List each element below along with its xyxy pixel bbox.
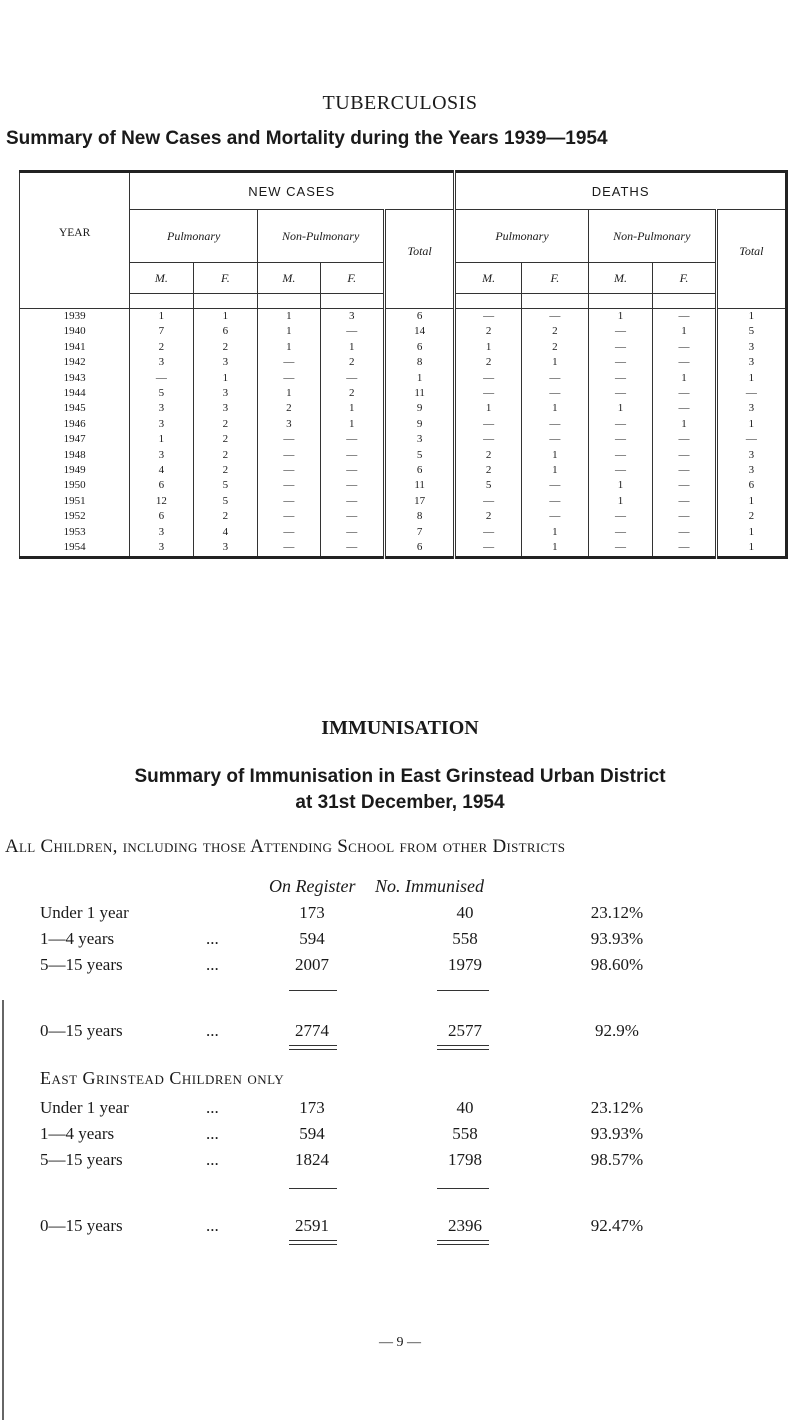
- tuberculosis-title: TUBERCULOSIS: [322, 92, 478, 114]
- eg-register-double-underline: [289, 1240, 337, 1245]
- cell-nc-pf: 3: [193, 540, 258, 557]
- cell-year: 1945: [20, 401, 130, 416]
- cell-nc-pm: —: [130, 371, 193, 386]
- eg-register: 1824: [295, 1150, 329, 1169]
- cell-nc-t: 17: [385, 494, 455, 509]
- cell-d-pm: —: [455, 494, 522, 509]
- table-row: [20, 371, 787, 386]
- cell-d-pf: 2: [521, 324, 588, 339]
- d-nonpulm-m-header: M.: [588, 263, 653, 294]
- cell-d-nf: —: [653, 386, 716, 401]
- cell-nc-nm: —: [258, 432, 320, 447]
- eg-dots: ...: [206, 1124, 219, 1143]
- cell-nc-nm: —: [258, 540, 320, 557]
- cell-d-nf: 1: [653, 324, 716, 339]
- table-row: [20, 525, 787, 540]
- cell-d-nf: —: [653, 494, 716, 509]
- cell-d-pm: —: [455, 417, 522, 432]
- all-row: [0, 929, 800, 951]
- all-children-heading: All Children, including those Attending School from other Districts: [5, 836, 566, 857]
- cell-d-t: 1: [716, 417, 786, 432]
- cell-nc-pm: 1: [130, 432, 193, 447]
- immunisation-title: IMMUNISATION: [321, 717, 479, 739]
- eg-immunised-double-underline: [437, 1240, 489, 1245]
- cell-nc-nf: —: [320, 324, 385, 339]
- cell-d-pm: 2: [455, 463, 522, 478]
- tuberculosis-subtitle: Summary of New Cases and Mortality during the Years 1939—1954: [6, 128, 608, 149]
- cell-d-pm: —: [455, 432, 522, 447]
- all-row: [0, 955, 800, 977]
- cell-nc-t: 3: [385, 432, 455, 447]
- cell-nc-pm: 6: [130, 509, 193, 524]
- eg-label: Under 1 year: [40, 1098, 129, 1117]
- cell-nc-pf: 2: [193, 509, 258, 524]
- cell-nc-pm: 3: [130, 401, 193, 416]
- eg-total-immunised: 2396: [448, 1216, 482, 1235]
- cell-nc-pf: 1: [193, 309, 258, 325]
- cell-d-pm: 2: [455, 355, 522, 370]
- cell-nc-pm: 3: [130, 525, 193, 540]
- cell-nc-nf: —: [320, 448, 385, 463]
- d-non-pulmonary-header: Non-Pulmonary: [588, 210, 716, 263]
- cell-d-pm: 1: [455, 340, 522, 355]
- nc-pulmonary-header: Pulmonary: [130, 210, 258, 263]
- eg-dots: ...: [206, 1150, 219, 1169]
- cell-d-nm: —: [588, 432, 653, 447]
- cell-d-t: 5: [716, 324, 786, 339]
- eg-label: 5—15 years: [40, 1150, 123, 1169]
- cell-nc-nf: —: [320, 371, 385, 386]
- cell-d-nf: 1: [653, 371, 716, 386]
- cell-d-nf: —: [653, 309, 716, 325]
- cell-nc-t: 11: [385, 478, 455, 493]
- cell-d-nf: —: [653, 401, 716, 416]
- eg-label: 1—4 years: [40, 1124, 115, 1143]
- cell-nc-nf: —: [320, 494, 385, 509]
- deaths-header: DEATHS: [455, 172, 787, 210]
- cell-d-pm: 5: [455, 478, 522, 493]
- cell-nc-nf: —: [320, 478, 385, 493]
- cell-d-t: 3: [716, 448, 786, 463]
- cell-d-t: 3: [716, 355, 786, 370]
- cell-d-nf: —: [653, 340, 716, 355]
- eg-immunised: 558: [452, 1124, 478, 1143]
- all-register-underline: [289, 990, 337, 991]
- d-total-header: Total: [716, 210, 786, 294]
- table-row: [20, 417, 787, 432]
- cell-d-pm: 2: [455, 324, 522, 339]
- table-row: [20, 340, 787, 355]
- eg-total-pct: 92.47%: [590, 1216, 644, 1235]
- cell-nc-nf: —: [320, 432, 385, 447]
- all-pct: 93.93%: [590, 929, 644, 948]
- nc-total-header: Total: [385, 210, 455, 294]
- cell-d-nf: —: [653, 525, 716, 540]
- cell-nc-pm: 6: [130, 478, 193, 493]
- all-total-register: 2774: [295, 1021, 329, 1040]
- cell-nc-t: 6: [385, 463, 455, 478]
- all-total-pct: 92.9%: [595, 1021, 639, 1040]
- cell-d-t: 1: [716, 494, 786, 509]
- nc-non-pulmonary-header: Non-Pulmonary: [258, 210, 385, 263]
- eg-total-dots: ...: [206, 1216, 219, 1235]
- cell-d-nm: 1: [588, 494, 653, 509]
- cell-nc-nm: —: [258, 525, 320, 540]
- cell-nc-pm: 3: [130, 355, 193, 370]
- eg-row: [0, 1150, 800, 1172]
- table-row: [20, 355, 787, 370]
- d-pulm-f-header: F.: [521, 263, 588, 294]
- cell-nc-nf: 1: [320, 401, 385, 416]
- cell-year: 1952: [20, 509, 130, 524]
- cell-d-pf: —: [521, 371, 588, 386]
- nc-nonpulm-f-header: F.: [320, 263, 385, 294]
- cell-nc-pm: 2: [130, 340, 193, 355]
- cell-nc-pf: 3: [193, 386, 258, 401]
- cell-year: 1946: [20, 417, 130, 432]
- all-dots: ...: [206, 955, 219, 974]
- cell-nc-nf: 1: [320, 417, 385, 432]
- cell-nc-pf: 2: [193, 340, 258, 355]
- cell-year: 1944: [20, 386, 130, 401]
- eg-immunised-underline: [437, 1188, 489, 1189]
- eg-dots: ...: [206, 1098, 219, 1117]
- tuberculosis-table: [19, 170, 788, 559]
- all-immunised: 558: [452, 929, 478, 948]
- cell-nc-t: 6: [385, 540, 455, 557]
- cell-d-pm: —: [455, 386, 522, 401]
- cell-d-pf: —: [521, 386, 588, 401]
- cell-nc-nm: 1: [258, 340, 320, 355]
- cell-d-t: 1: [716, 309, 786, 325]
- cell-nc-t: 6: [385, 340, 455, 355]
- cell-nc-t: 7: [385, 525, 455, 540]
- cell-d-t: 1: [716, 540, 786, 557]
- all-total-label: 0—15 years: [40, 1021, 123, 1040]
- cell-nc-pf: 2: [193, 432, 258, 447]
- table-row: [20, 509, 787, 524]
- all-label: Under 1 year: [40, 903, 129, 922]
- all-dots: ...: [206, 929, 219, 948]
- cell-year: 1941: [20, 340, 130, 355]
- eg-total-label: 0—15 years: [40, 1216, 123, 1235]
- cell-nc-t: 9: [385, 401, 455, 416]
- cell-nc-t: 5: [385, 448, 455, 463]
- cell-nc-t: 8: [385, 509, 455, 524]
- cell-d-nm: 1: [588, 309, 653, 325]
- cell-d-nm: —: [588, 448, 653, 463]
- all-total-immunised: 2577: [448, 1021, 482, 1040]
- cell-d-pm: 2: [455, 448, 522, 463]
- cell-d-pm: —: [455, 525, 522, 540]
- cell-year: 1943: [20, 371, 130, 386]
- cell-d-t: 2: [716, 509, 786, 524]
- table-row: [20, 386, 787, 401]
- all-total-dots: ...: [206, 1021, 219, 1040]
- d-pulm-m-header: M.: [455, 263, 522, 294]
- eg-pct: 23.12%: [590, 1098, 644, 1117]
- cell-d-pf: —: [521, 494, 588, 509]
- eg-register-underline: [289, 1188, 337, 1189]
- table-row: [20, 401, 787, 416]
- all-pct: 23.12%: [590, 903, 644, 922]
- cell-d-nm: 1: [588, 478, 653, 493]
- cell-nc-t: 11: [385, 386, 455, 401]
- cell-d-pf: 2: [521, 340, 588, 355]
- cell-d-pf: 1: [521, 463, 588, 478]
- cell-nc-nf: 1: [320, 340, 385, 355]
- cell-nc-nf: —: [320, 463, 385, 478]
- cell-nc-pf: 4: [193, 525, 258, 540]
- all-register: 594: [299, 929, 325, 948]
- nc-nonpulm-m-header: M.: [258, 263, 320, 294]
- cell-year: 1954: [20, 540, 130, 557]
- cell-nc-pm: 7: [130, 324, 193, 339]
- cell-nc-nm: 2: [258, 401, 320, 416]
- table-row: [20, 432, 787, 447]
- cell-nc-pm: 5: [130, 386, 193, 401]
- cell-year: 1951: [20, 494, 130, 509]
- all-immunised-double-underline: [437, 1045, 489, 1050]
- cell-nc-pf: 2: [193, 448, 258, 463]
- cell-d-nm: —: [588, 324, 653, 339]
- eg-immunised: 40: [456, 1098, 474, 1117]
- cell-year: 1947: [20, 432, 130, 447]
- eg-pct: 93.93%: [590, 1124, 644, 1143]
- all-register-double-underline: [289, 1045, 337, 1050]
- cell-d-t: 6: [716, 478, 786, 493]
- cell-year: 1948: [20, 448, 130, 463]
- scan-edge: [2, 1000, 4, 1420]
- cell-nc-pm: 3: [130, 417, 193, 432]
- cell-d-pf: 1: [521, 525, 588, 540]
- east-grinstead-heading: East Grinstead Children only: [40, 1068, 285, 1088]
- nc-pulm-m-header: M.: [130, 263, 193, 294]
- page-number: — 9 —: [379, 1335, 421, 1350]
- cell-nc-nm: —: [258, 448, 320, 463]
- cell-d-nm: —: [588, 463, 653, 478]
- no-immunised-header: No. Immunised: [375, 876, 484, 896]
- eg-row: [0, 1124, 800, 1146]
- cell-d-nm: —: [588, 525, 653, 540]
- cell-year: 1950: [20, 478, 130, 493]
- all-immunised: 40: [456, 903, 474, 922]
- cell-nc-nf: 2: [320, 355, 385, 370]
- cell-nc-t: 1: [385, 371, 455, 386]
- all-pct: 98.60%: [590, 955, 644, 974]
- cell-nc-nm: —: [258, 478, 320, 493]
- cell-year: 1953: [20, 525, 130, 540]
- cell-nc-nm: 1: [258, 309, 320, 325]
- cell-d-pf: —: [521, 417, 588, 432]
- nc-pulm-f-header: F.: [193, 263, 258, 294]
- all-immunised: 1979: [448, 955, 482, 974]
- cell-nc-pf: 2: [193, 417, 258, 432]
- year-header: YEAR: [20, 172, 130, 294]
- cell-nc-nm: —: [258, 355, 320, 370]
- cell-d-nm: —: [588, 386, 653, 401]
- cell-d-nf: —: [653, 432, 716, 447]
- cell-nc-pm: 12: [130, 494, 193, 509]
- d-nonpulm-f-header: F.: [653, 263, 716, 294]
- cell-nc-nf: —: [320, 540, 385, 557]
- cell-d-pm: —: [455, 309, 522, 325]
- cell-d-nm: 1: [588, 401, 653, 416]
- all-register: 173: [299, 903, 325, 922]
- cell-d-t: 3: [716, 401, 786, 416]
- cell-nc-nm: 1: [258, 324, 320, 339]
- cell-nc-pf: 3: [193, 355, 258, 370]
- cell-d-nm: —: [588, 540, 653, 557]
- cell-nc-nm: —: [258, 494, 320, 509]
- cell-nc-t: 8: [385, 355, 455, 370]
- cell-nc-pf: 3: [193, 401, 258, 416]
- table-row: [20, 540, 787, 557]
- all-label: 5—15 years: [40, 955, 123, 974]
- cell-nc-pf: 5: [193, 478, 258, 493]
- cell-d-pm: 2: [455, 509, 522, 524]
- cell-d-nm: —: [588, 509, 653, 524]
- cell-d-nm: —: [588, 355, 653, 370]
- on-register-header: On Register: [269, 876, 356, 896]
- eg-immunised: 1798: [448, 1150, 482, 1169]
- cell-nc-pf: 2: [193, 463, 258, 478]
- cell-nc-pm: 1: [130, 309, 193, 325]
- cell-d-pf: —: [521, 309, 588, 325]
- cell-d-nm: —: [588, 371, 653, 386]
- cell-nc-t: 9: [385, 417, 455, 432]
- cell-d-nf: —: [653, 463, 716, 478]
- cell-d-pf: —: [521, 509, 588, 524]
- cell-nc-nm: 3: [258, 417, 320, 432]
- all-label: 1—4 years: [40, 929, 115, 948]
- eg-register: 173: [299, 1098, 325, 1117]
- cell-nc-nm: —: [258, 371, 320, 386]
- cell-nc-nf: 2: [320, 386, 385, 401]
- cell-d-pf: 1: [521, 540, 588, 557]
- all-total-row: [0, 1021, 800, 1043]
- cell-d-t: 1: [716, 525, 786, 540]
- cell-year: 1940: [20, 324, 130, 339]
- eg-register: 594: [299, 1124, 325, 1143]
- cell-nc-nf: —: [320, 509, 385, 524]
- cell-nc-t: 14: [385, 324, 455, 339]
- eg-row: [0, 1098, 800, 1120]
- table-row: [20, 478, 787, 493]
- cell-year: 1942: [20, 355, 130, 370]
- cell-d-t: 1: [716, 371, 786, 386]
- cell-d-nm: —: [588, 417, 653, 432]
- cell-d-nf: —: [653, 448, 716, 463]
- cell-year: 1939: [20, 309, 130, 325]
- cell-d-pf: 1: [521, 448, 588, 463]
- cell-d-pf: 1: [521, 401, 588, 416]
- cell-d-pm: —: [455, 371, 522, 386]
- cell-d-pf: —: [521, 478, 588, 493]
- cell-nc-pf: 5: [193, 494, 258, 509]
- cell-nc-pf: 6: [193, 324, 258, 339]
- table-row: [20, 463, 787, 478]
- all-row: [0, 903, 800, 925]
- cell-d-t: —: [716, 432, 786, 447]
- cell-nc-pf: 1: [193, 371, 258, 386]
- table-row: [20, 494, 787, 509]
- immunisation-subtitle-line1: Summary of Immunisation in East Grinstead Urban District: [134, 766, 666, 787]
- table-row: [20, 448, 787, 463]
- cell-nc-pm: 4: [130, 463, 193, 478]
- all-register: 2007: [295, 955, 329, 974]
- cell-nc-nf: —: [320, 525, 385, 540]
- cell-d-pm: —: [455, 540, 522, 557]
- immunisation-subtitle-line2: at 31st December, 1954: [295, 792, 505, 813]
- cell-nc-t: 6: [385, 309, 455, 325]
- cell-d-pm: 1: [455, 401, 522, 416]
- eg-total-row: [0, 1216, 800, 1238]
- cell-nc-nm: —: [258, 509, 320, 524]
- cell-year: 1949: [20, 463, 130, 478]
- eg-pct: 98.57%: [590, 1150, 644, 1169]
- cell-d-nm: —: [588, 340, 653, 355]
- cell-nc-nm: —: [258, 463, 320, 478]
- cell-d-t: 3: [716, 463, 786, 478]
- cell-d-nf: 1: [653, 417, 716, 432]
- cell-nc-pm: 3: [130, 448, 193, 463]
- cell-d-t: 3: [716, 340, 786, 355]
- d-pulmonary-header: Pulmonary: [455, 210, 589, 263]
- cell-nc-pm: 3: [130, 540, 193, 557]
- cell-d-pf: 1: [521, 355, 588, 370]
- eg-total-register: 2591: [295, 1216, 329, 1235]
- new-cases-header: NEW CASES: [130, 172, 455, 210]
- cell-d-pf: —: [521, 432, 588, 447]
- all-immunised-underline: [437, 990, 489, 991]
- cell-d-nf: —: [653, 355, 716, 370]
- table-row: [20, 309, 787, 325]
- table-row: [20, 324, 787, 339]
- cell-d-t: —: [716, 386, 786, 401]
- cell-d-nf: —: [653, 540, 716, 557]
- cell-d-nf: —: [653, 478, 716, 493]
- cell-d-nf: —: [653, 509, 716, 524]
- cell-nc-nm: 1: [258, 386, 320, 401]
- cell-nc-nf: 3: [320, 309, 385, 325]
